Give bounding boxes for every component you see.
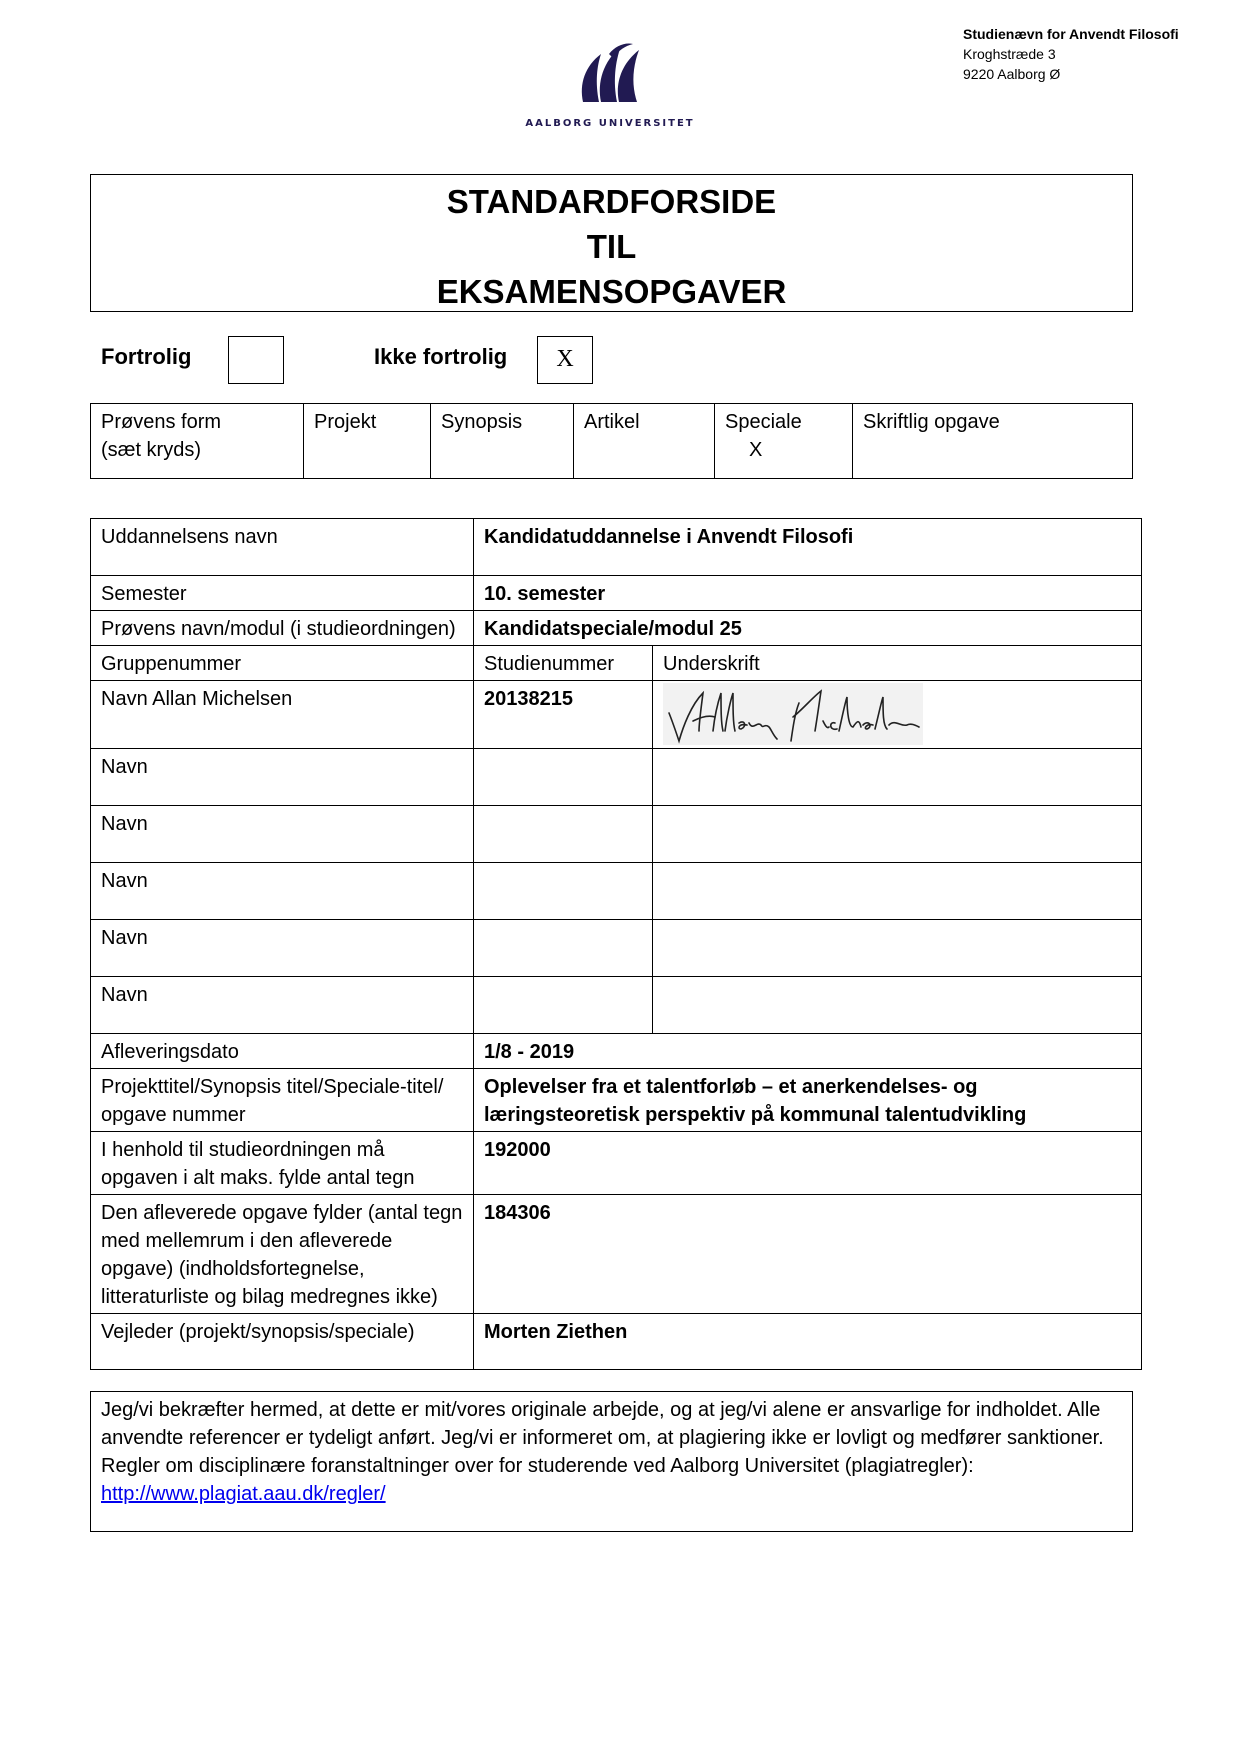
exam-name-value: Kandidatspeciale/modul 25	[474, 611, 1142, 646]
max-chars-label: I henhold til studieordningen må opgaven i alt maks. fylde antal tegn	[91, 1132, 474, 1195]
aau-logo	[520, 40, 700, 129]
option-label: Skriftlig opgave	[863, 411, 1000, 433]
exam-name-label: Prøvens navn/modul (i studieordningen)	[91, 611, 474, 646]
exam-form-label-line-1: Prøvens form	[101, 411, 222, 433]
logo-text: AALBORG UNIVERSITET	[525, 118, 695, 129]
project-title-value: Oplevelser fra et talentforløb – et anerkendelses- og læringsteoretisk perspektiv på kommunal talentudvikling	[474, 1069, 1142, 1132]
sender-address	[963, 24, 1179, 84]
member-name: Navn	[91, 920, 474, 977]
supervisor-value: Morten Ziethen	[474, 1314, 1142, 1370]
delivery-date-value: 1/8 - 2019	[474, 1034, 1142, 1069]
option-label: Projekt	[314, 411, 377, 433]
address-line-2: Kroghstræde 3	[963, 46, 1056, 62]
member-signature	[653, 681, 1142, 749]
exam-form-option-synopsis[interactable]	[431, 404, 574, 479]
member-student-number[interactable]	[474, 977, 653, 1034]
option-mark: X	[749, 439, 763, 461]
ikke-fortrolig-checkbox[interactable]: X	[537, 336, 593, 384]
option-label: Synopsis	[441, 411, 523, 433]
member-name: Navn	[91, 806, 474, 863]
member-name: Navn	[91, 977, 474, 1034]
exam-form-label	[91, 404, 304, 479]
member-name: Navn	[91, 863, 474, 920]
declaration-box	[90, 1391, 1133, 1532]
member-signature[interactable]	[653, 749, 1142, 806]
exam-form-label-line-2: (sæt kryds)	[101, 439, 201, 461]
signature-image	[663, 683, 923, 745]
member-signature[interactable]	[653, 863, 1142, 920]
education-value: Kandidatuddannelse i Anvendt Filosofi	[474, 519, 1142, 576]
member-signature[interactable]	[653, 806, 1142, 863]
title-line-1: STANDARDFORSIDE	[446, 183, 777, 220]
signature-header: Underskrift	[653, 646, 1142, 681]
declaration-text: Jeg/vi bekræfter hermed, at dette er mit/vores originale arbejde, og at jeg/vi alene er ansvarlige for indholdet. Alle anvendte referencer er tydeligt anført. Jeg/vi er informeret om, at plagiering ikke er lovligt og medfører sanktioner. Regler om disciplinære foranstaltninger over for studerende ved Aalborg Universitet (plagiatregler):	[101, 1399, 1104, 1477]
exam-form-table	[90, 403, 1133, 479]
member-student-number[interactable]	[474, 863, 653, 920]
group-number-label: Gruppenummer	[91, 646, 474, 681]
member-name: Navn Allan Michelsen	[91, 681, 474, 749]
member-student-number[interactable]	[474, 920, 653, 977]
exam-form-option-speciale[interactable]	[715, 404, 853, 479]
member-name: Navn	[91, 749, 474, 806]
aau-wave-logo-icon	[575, 40, 645, 104]
fortrolig-label: Fortrolig	[101, 344, 192, 369]
member-signature[interactable]	[653, 920, 1142, 977]
member-student-number[interactable]	[474, 806, 653, 863]
exam-form-option-projekt[interactable]	[304, 404, 431, 479]
exam-form-option-skriftlig-opgave[interactable]	[853, 404, 1133, 479]
actual-chars-label: Den afleverede opgave fylder (antal tegn med mellemrum i den afleverede opgave) (indholdsfortegnelse, litteraturliste og bilag medregnes ikke)	[91, 1195, 474, 1314]
education-label: Uddannelsens navn	[91, 519, 474, 576]
member-student-number: 20138215	[474, 681, 653, 749]
fortrolig-checkbox[interactable]	[228, 336, 284, 384]
member-signature[interactable]	[653, 977, 1142, 1034]
member-student-number[interactable]	[474, 749, 653, 806]
exam-form-option-artikel[interactable]	[574, 404, 715, 479]
details-table	[90, 518, 1142, 1370]
option-label: Artikel	[584, 411, 640, 433]
address-line-3: 9220 Aalborg Ø	[963, 66, 1061, 82]
plagiarism-rules-link[interactable]: http://www.plagiat.aau.dk/regler/	[101, 1483, 386, 1505]
delivery-date-label: Afleveringsdato	[91, 1034, 474, 1069]
project-title-label: Projekttitel/Synopsis titel/Speciale-titel/ opgave nummer	[91, 1069, 474, 1132]
title-box	[90, 174, 1133, 312]
supervisor-label: Vejleder (projekt/synopsis/speciale)	[91, 1314, 474, 1370]
semester-value: 10. semester	[474, 576, 1142, 611]
ikke-fortrolig-label: Ikke fortrolig	[374, 344, 508, 369]
option-label: Speciale	[725, 411, 802, 433]
student-number-header: Studienummer	[474, 646, 653, 681]
semester-label: Semester	[91, 576, 474, 611]
actual-chars-value: 184306	[474, 1195, 1142, 1314]
address-line-1: Studienævn for Anvendt Filosofi	[963, 26, 1179, 42]
max-chars-value: 192000	[474, 1132, 1142, 1195]
title-line-2: TIL	[586, 228, 637, 265]
title-line-3: EKSAMENSOPGAVER	[436, 273, 787, 310]
